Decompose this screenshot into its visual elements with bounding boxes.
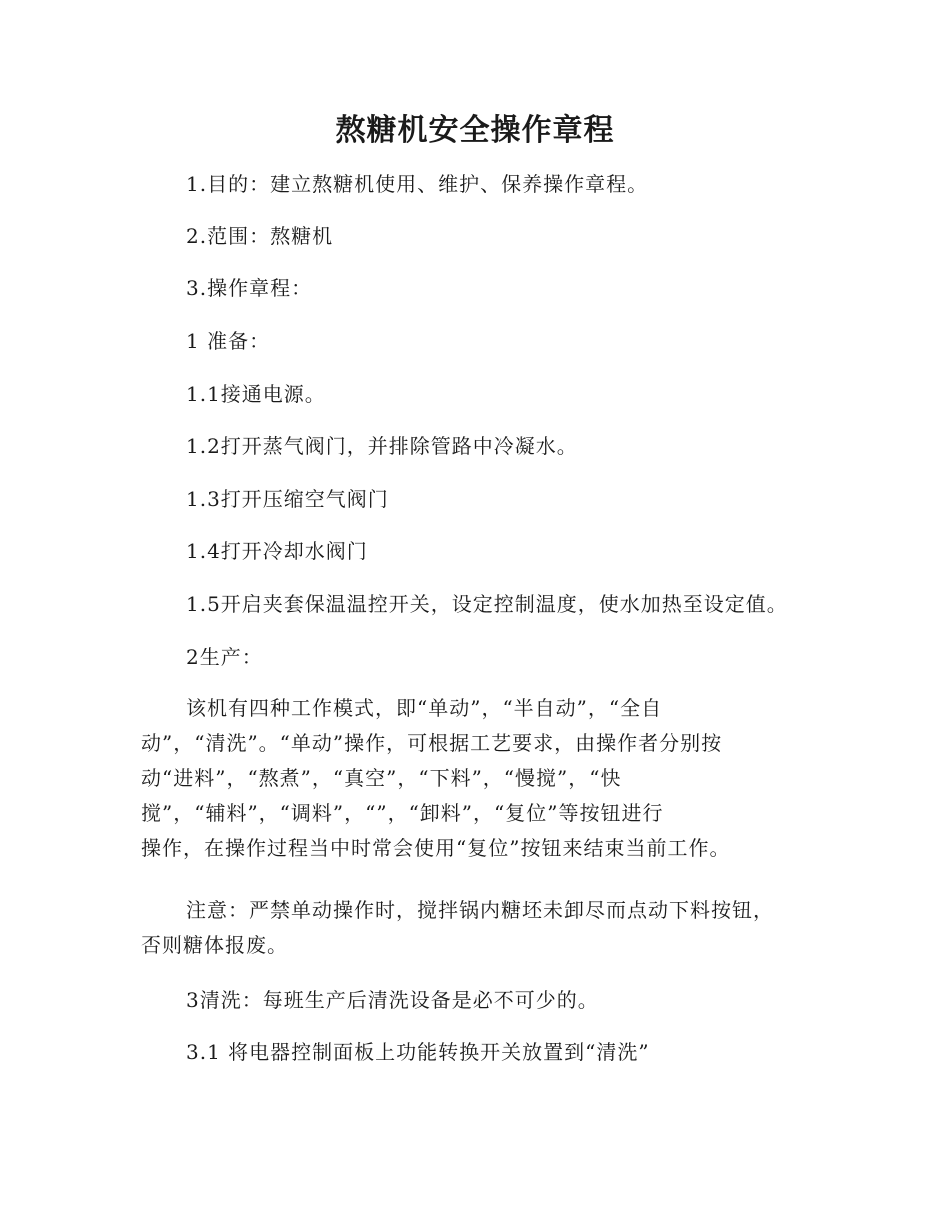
text-line-cleaning: 3清洗：每班生产后清洗设备是必不可少的。 <box>186 988 599 1012</box>
text-line-purpose: 1.目的：建立熬糖机使用、维护、保养操作章程。 <box>186 172 649 196</box>
paragraph-line: 操作，在操作过程当中时常会使用“复位”按钮来结束当前工作。 <box>141 836 731 860</box>
text-line-scope: 2.范围：熬糖机 <box>186 224 334 248</box>
text-line-step-3-1: 3.1 将电器控制面板上功能转换开关放置到“清洗” <box>186 1040 650 1064</box>
text-line-step-1-4: 1.4打开冷却水阀门 <box>186 539 368 563</box>
document-title: 熬糖机安全操作章程 <box>335 113 615 148</box>
production-paragraph <box>141 691 813 866</box>
text-line-procedure: 3.操作章程： <box>186 276 313 300</box>
paragraph-line: 动“进料”，“熬煮”，“真空”，“下料”，“慢搅”，“快 <box>141 766 622 790</box>
paragraph-line: 该机有四种工作模式，即“单动”，“半自动”，“全自 <box>186 696 663 720</box>
paragraph-line: 搅”，“辅料”，“调料”，“”，“卸料”，“复位”等按钮进行 <box>141 801 664 825</box>
text-line-step-1-5: 1.5开启夹套保温温控开关，设定控制温度，使水加热至设定值。 <box>186 592 788 616</box>
text-line-step-1-2: 1.2打开蒸气阀门，并排除管路中冷凝水。 <box>186 434 578 458</box>
paragraph-line: 否则糖体报废。 <box>141 933 288 957</box>
paragraph-line: 动”，“清洗”。“单动”操作，可根据工艺要求，由操作者分别按 <box>141 731 723 755</box>
paragraph-line: 注意：严禁单动操作时，搅拌锅内糖坯未卸尽而点动下料按钮， <box>186 898 774 922</box>
text-line-preparation: 1 准备： <box>186 329 271 353</box>
text-line-step-1-1: 1.1接通电源。 <box>186 382 326 406</box>
text-line-production: 2生产： <box>186 645 263 669</box>
note-paragraph <box>141 893 813 963</box>
text-line-step-1-3: 1.3打开压缩空气阀门 <box>186 487 389 511</box>
